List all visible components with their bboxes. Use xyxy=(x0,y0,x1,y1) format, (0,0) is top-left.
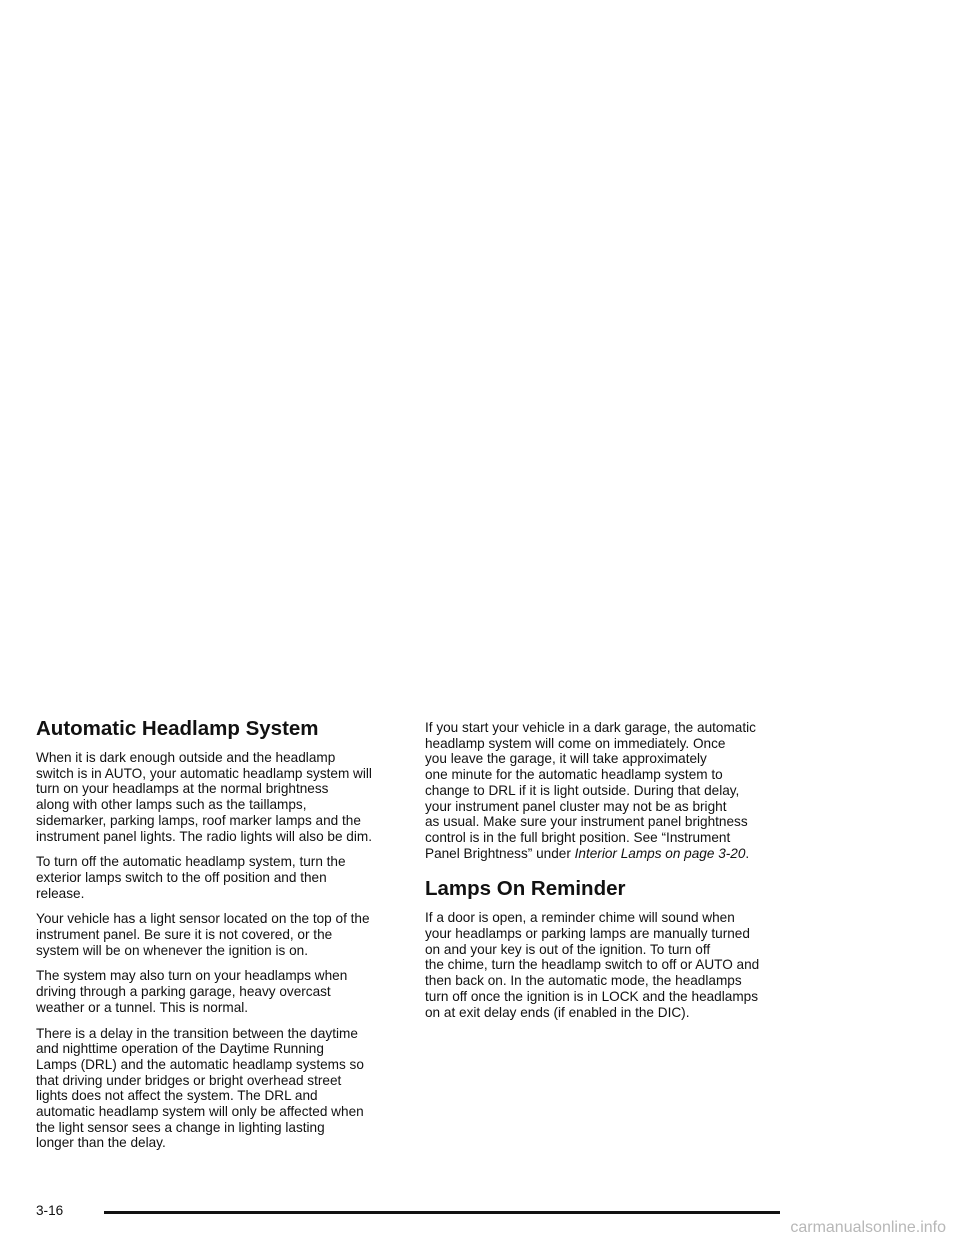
section-title-automatic-headlamp-system: Automatic Headlamp System xyxy=(36,717,319,740)
dark-garage-text-end: . xyxy=(745,845,750,861)
right-column xyxy=(425,720,800,1030)
page-number: 3-16 xyxy=(36,1203,64,1218)
paragraph-dark-garage xyxy=(425,720,800,861)
paragraph-reminder-chime: If a door is open, a reminder chime will sound when your headlamps or parking lamps are manually turned on and your key is out of the ignition. To turn off the chime, turn the headlamp switch to off or AUTO and then back on. In the automatic mode, the headlamps turn off once the ignition is in LOCK and the headlamps on at exit delay ends (if enabled in the DIC). xyxy=(425,910,760,1020)
paragraph-light-sensor: Your vehicle has a light sensor located on the top of the instrument panel. Be sure it is not covered, or the system will be on whenever the ignition is on. xyxy=(36,911,370,958)
paragraph-parking-garage: The system may also turn on your headlamps when driving through a parking garage, heavy overcast weather or a tunnel. This is normal. xyxy=(36,968,348,1015)
watermark: carmanualsonline.info xyxy=(790,1219,946,1236)
left-column xyxy=(36,716,408,1161)
interior-lamps-reference: Interior Lamps on page 3-20 xyxy=(574,845,746,861)
dark-garage-text: If you start your vehicle in a dark garage, the automatic headlamp system will come on immediately. Once you leave the garage, it will take approximately one minute for the automatic headlamp system to change to DRL if it is light outside. During that delay, your instrument panel cluster may not be as bright as usual. Make sure your instrument panel brightness control is in the full bright position. See “Instrument Panel Brightness” under xyxy=(425,720,756,861)
paragraph-turn-off: To turn off the automatic headlamp system, turn the exterior lamps switch to the off position and then release. xyxy=(36,854,346,901)
paragraph-auto-mode: When it is dark enough outside and the headlamp switch is in AUTO, your automatic headlamp system will turn on your headlamps at the normal brightness along with other lamps such as the taillamps, sidemarker, parking lamps, roof marker lamps and the instrument panel lights. The radio lights will also be dim. xyxy=(36,750,372,844)
section-title-lamps-on-reminder: Lamps On Reminder xyxy=(425,877,626,901)
paragraph-drl-delay: There is a delay in the transition between the daytime and nighttime operation of the Daytime Running Lamps (DRL) and the automatic headlamp systems so that driving under bridges or bright overhead street lights does not affect the system. The DRL and automatic headlamp system will only be affected when the light sensor sees a change in lighting lasting longer than the delay. xyxy=(36,1025,364,1151)
footer-divider xyxy=(104,1211,780,1214)
